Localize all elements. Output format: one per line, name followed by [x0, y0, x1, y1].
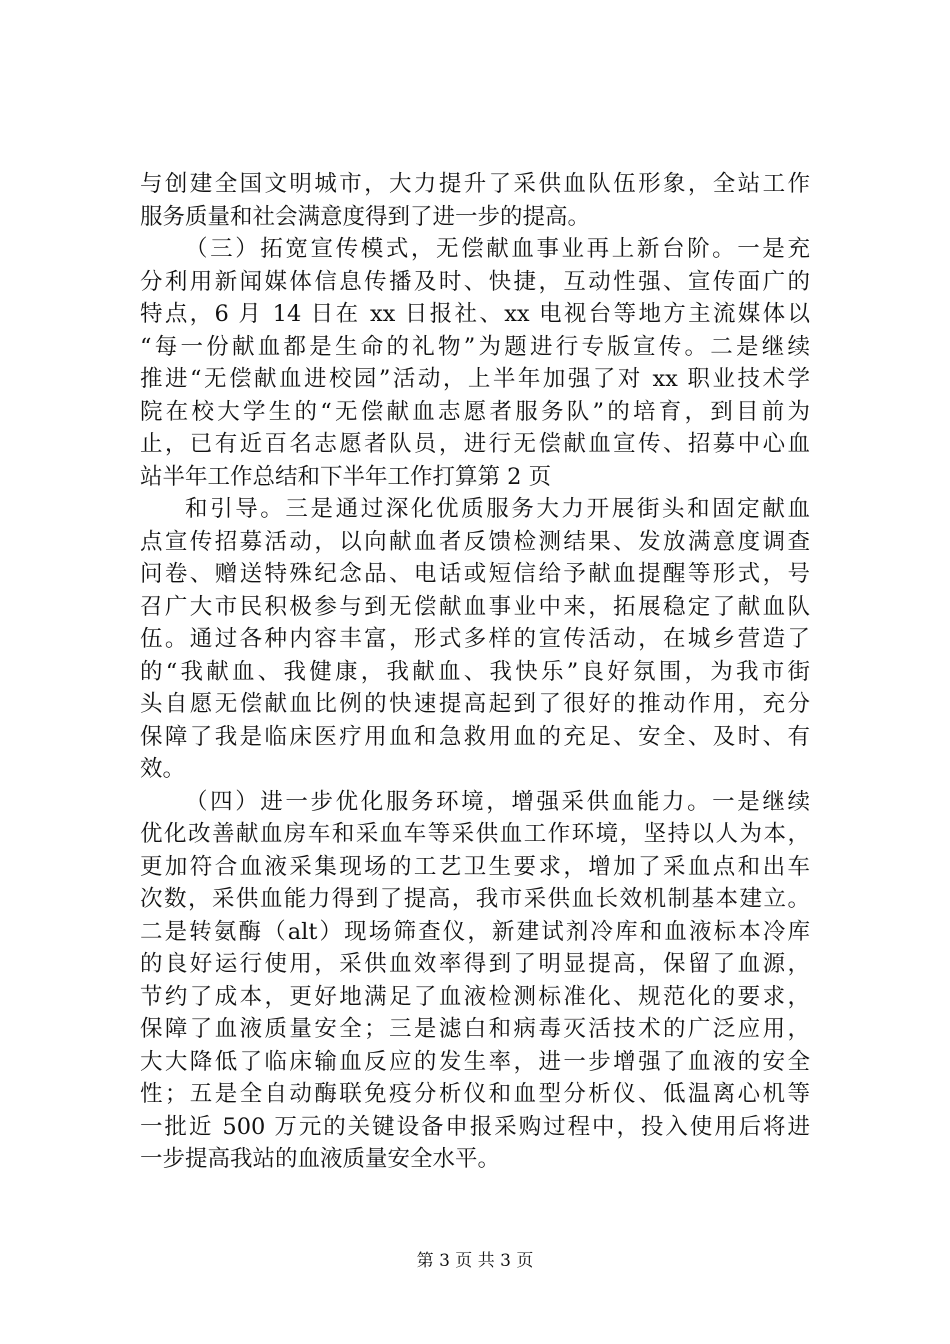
text-line: 推进“无偿献血进校园”活动，上半年加强了对 xx 职业技术学: [140, 366, 810, 392]
text-line: （四）进一步优化服务环境，增强采供血能力。一是继续: [185, 788, 810, 815]
text-line: 保障了我是临床医疗用血和急救用血的充足、安全、及时、有: [140, 723, 810, 750]
text-line: 的良好运行使用，采供血效率得到了明显提高，保留了血源，: [140, 951, 810, 977]
text-line: 性；五是全自动酶联免疫分析仪和血型分析仪、低温离心机等: [140, 1081, 810, 1107]
text-line: 分利用新闻媒体信息传播及时、快捷，互动性强、宣传面广的: [140, 268, 810, 295]
text-line: 优化改善献血房车和采血车等采供血工作环境，坚持以人为本，: [140, 821, 810, 847]
text-line: 问卷、赠送特殊纪念品、电话或短信给予献血提醒等形式，号: [140, 561, 810, 587]
text-line: “每一份献血都是生命的礼物”为题进行专版宣传。二是继续: [140, 333, 810, 360]
text-line: 点宣传招募活动，以向献血者反馈检测结果、发放满意度调查: [140, 528, 810, 555]
text-line: 伍。通过各种内容丰富，形式多样的宣传活动，在城乡营造了: [140, 626, 810, 652]
text-line: （三）拓宽宣传模式，无偿献血事业再上新台阶。一是充: [185, 236, 810, 262]
text-line: 与创建全国文明城市，大力提升了采供血队伍形象，全站工作: [140, 171, 810, 197]
document-body: [140, 168, 810, 1176]
text-line: 服务质量和社会满意度得到了进一步的提高。: [140, 203, 591, 230]
text-line: 节约了成本，更好地满足了血液检测标准化、规范化的要求，: [140, 983, 810, 1010]
text-line: 效。: [140, 756, 186, 782]
text-line: 的“我献血、我健康，我献血、我快乐”良好氛围，为我市街: [140, 658, 810, 685]
page-number-footer: 第 3 页 共 3 页: [416, 1251, 534, 1271]
text-line: 大大降低了临床输血反应的发生率，进一步增强了血液的安全: [140, 1048, 810, 1075]
text-line: 止，已有近百名志愿者队员，进行无偿献血宣传、招募中心血: [140, 431, 810, 457]
text-line: 特点，6 月 14 日在 xx 日报社、xx 电视台等地方主流媒体以: [140, 301, 810, 327]
text-line: 头自愿无偿献血比例的快速提高起到了很好的推动作用，充分: [140, 691, 810, 717]
text-line: 次数，采供血能力得到了提高，我市采供血长效机制基本建立。: [140, 886, 810, 912]
text-line: 一批近 500 万元的关键设备申报采购过程中，投入使用后将进: [140, 1113, 810, 1140]
text-line: 院在校大学生的“无偿献血志愿者服务队”的培育，到目前为: [140, 398, 810, 425]
text-line: 站半年工作总结和下半年工作打算第 2 页: [140, 463, 552, 490]
text-line: 一步提高我站的血液质量安全水平。: [140, 1146, 501, 1172]
text-line: 召广大市民积极参与到无偿献血事业中来，拓展稳定了献血队: [140, 593, 810, 620]
text-line: 和引导。三是通过深化优质服务大力开展街头和固定献血: [185, 496, 810, 522]
text-line: 二是转氨酶（alt）现场筛查仪，新建试剂冷库和血液标本冷库: [140, 918, 810, 945]
text-line: 保障了血液质量安全；三是滤白和病毒灭活技术的广泛应用，: [140, 1016, 810, 1042]
text-line: 更加符合血液采集现场的工艺卫生要求，增加了采血点和出车: [140, 853, 810, 880]
